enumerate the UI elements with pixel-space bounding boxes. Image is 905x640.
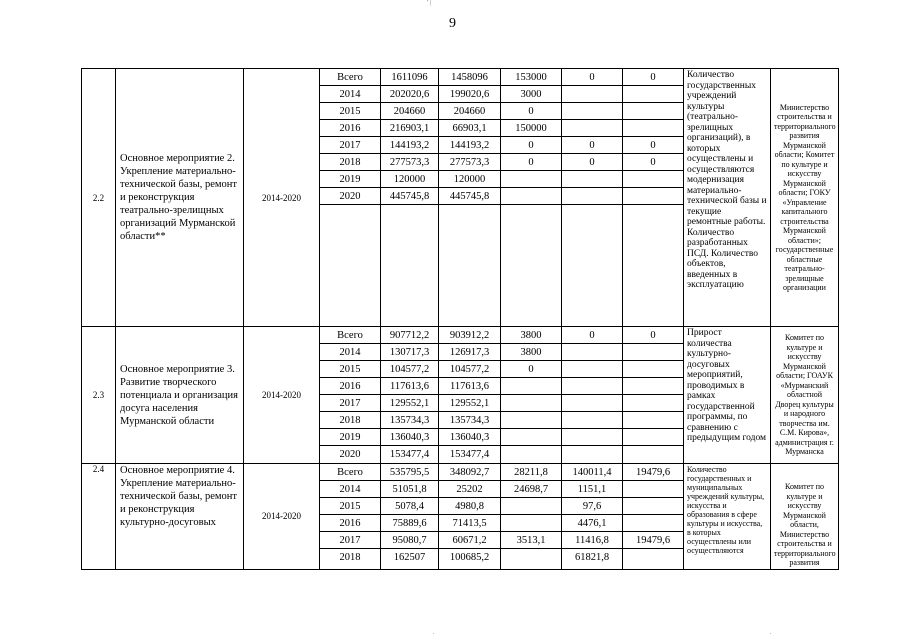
federal-budget-cell: 153000 — [501, 69, 561, 86]
regional-budget-cell: 199020,6 — [439, 86, 500, 103]
total-cell: 135734,3 — [381, 412, 438, 429]
regional-budget-cell: 60671,2 — [439, 532, 500, 549]
activity-name: Основное мероприятие 2. Укрепление материально-технической базы, ремонт и реконструкция театрально-зрелищных организаций Мурманской области** — [116, 69, 244, 327]
total-cell: 129552,1 — [381, 395, 438, 412]
total-cell: 535795,5 — [381, 464, 438, 481]
activity-name: Основное мероприятие 3. Развитие творческого потенциала и организация досуга населения Мурманской области — [116, 327, 244, 464]
regional-budget-cell: 71413,5 — [439, 515, 500, 532]
other-sources-cell — [623, 412, 683, 429]
year-cell: 2020 — [320, 188, 380, 205]
federal-budget-cell — [501, 429, 561, 446]
table-row — [82, 69, 839, 327]
local-budget-cell — [562, 361, 622, 378]
regional-budget-cell: 4980,8 — [439, 498, 500, 515]
local-budget-cell: 97,6 — [562, 498, 622, 515]
regional-budget-cell: 100685,2 — [449, 552, 490, 563]
local-budget-cell — [562, 120, 622, 137]
year-cell: 2014 — [320, 344, 380, 361]
federal-budget-cell: 0 — [501, 361, 561, 378]
period: 2014-2020 — [244, 464, 320, 570]
other-sources-cell — [623, 515, 683, 532]
federal-budget-cell — [501, 188, 561, 205]
federal-budget-cell: 0 — [501, 137, 561, 154]
regional-budget-cell: 117613,6 — [439, 378, 500, 395]
year-cell: 2018 — [320, 154, 380, 171]
federal-budget-cell: 28211,8 — [501, 464, 561, 481]
year-cell: Всего — [320, 464, 380, 481]
scan-speck: . — [770, 630, 772, 636]
federal-budget-cell — [501, 549, 561, 566]
other-sources-cell — [623, 395, 683, 412]
year-cell: 2014 — [320, 86, 380, 103]
year-cell: 2020 — [339, 449, 361, 460]
federal-budget-cell: 3800 — [501, 327, 561, 344]
total-cell: 277573,3 — [381, 154, 438, 171]
indicator-text: Количество государственных и муниципальных учреждений культуры, искусства и образования в сфере культуры и искусства, в которых осуществлены или осуществляются — [684, 464, 771, 570]
federal-budget-cell: 24698,7 — [501, 481, 561, 498]
regional-budget-cell: 136040,3 — [439, 429, 500, 446]
total-cell: 144193,2 — [381, 137, 438, 154]
regional-budget-cell: 903912,2 — [439, 327, 500, 344]
local-budget-cell — [562, 395, 622, 412]
local-budget-cell: 0 — [562, 137, 622, 154]
total-cell: 202020,6 — [381, 86, 438, 103]
other-sources-cell — [623, 361, 683, 378]
other-sources-cell — [623, 446, 683, 463]
local-budget-cell — [562, 412, 622, 429]
federal-budget-cell: 3000 — [501, 86, 561, 103]
regional-budget-cell: 126917,3 — [439, 344, 500, 361]
row-number: 2.4 — [82, 464, 116, 570]
regional-budget-cell: 153477,4 — [449, 449, 490, 460]
other-sources-cell — [623, 86, 683, 103]
total-cell: 907712,2 — [381, 327, 438, 344]
regional-budget-cell: 204660 — [439, 103, 500, 120]
other-sources-cell — [623, 188, 683, 205]
total-cell: 130717,3 — [381, 344, 438, 361]
other-sources-cell: 0 — [623, 154, 683, 171]
other-sources-cell: 19479,6 — [623, 532, 683, 549]
year-cell: 2015 — [320, 103, 380, 120]
year-cell: 2015 — [320, 498, 380, 515]
year-cell: 2017 — [320, 137, 380, 154]
regional-budget-cell: 348092,7 — [439, 464, 500, 481]
federal-budget-cell: 0 — [501, 154, 561, 171]
executor-text: Комитет по культуре и искусству Мурманской области; ГОАУК «Мурманский областной Дворец культуры и народного творчества им. С.М. Кирова», администрация г. Мурманска — [771, 327, 839, 464]
federal-budget-cell: 3513,1 — [501, 532, 561, 549]
local-budget-cell: 0 — [562, 154, 622, 171]
regional-budget-cell: 144193,2 — [439, 137, 500, 154]
regional-budget-cell: 445745,8 — [439, 188, 500, 205]
local-budget-cell — [562, 446, 622, 463]
local-budget-cell: 4476,1 — [562, 515, 622, 532]
local-budget-cell: 11416,8 — [562, 532, 622, 549]
federal-budget-cell: 3800 — [501, 344, 561, 361]
local-budget-cell: 1151,1 — [562, 481, 622, 498]
local-budget-cell — [562, 103, 622, 120]
total-cell: 136040,3 — [381, 429, 438, 446]
federal-budget-cell — [501, 171, 561, 188]
other-sources-cell — [623, 429, 683, 446]
regional-budget-cell: 135734,3 — [439, 412, 500, 429]
regional-budget-cell: 1458096 — [439, 69, 500, 86]
local-budget-cell: 61821,8 — [574, 552, 610, 563]
other-sources-cell — [623, 171, 683, 188]
year-cell: 2018 — [320, 412, 380, 429]
local-budget-cell — [562, 429, 622, 446]
other-sources-cell — [623, 498, 683, 515]
scan-speck: ' | — [427, 0, 431, 6]
total-cell: 117613,6 — [381, 378, 438, 395]
activity-name: Основное мероприятие 4. Укрепление материально-технической базы, ремонт и реконструкция культурно-досуговых — [116, 464, 244, 570]
year-cell: 2018 — [339, 552, 361, 563]
year-cell: 2019 — [320, 429, 380, 446]
year-cell: 2014 — [320, 481, 380, 498]
other-sources-cell — [623, 378, 683, 395]
local-budget-cell: 0 — [562, 327, 622, 344]
regional-budget-cell: 277573,3 — [439, 154, 500, 171]
federal-budget-cell: 150000 — [501, 120, 561, 137]
row-number: 2.3 — [82, 327, 116, 464]
federal-budget-cell — [501, 498, 561, 515]
federal-budget-cell — [501, 395, 561, 412]
regional-budget-cell: 129552,1 — [439, 395, 500, 412]
federal-budget-cell — [501, 412, 561, 429]
page-number: 9 — [449, 16, 456, 31]
federal-budget-cell — [501, 378, 561, 395]
regional-budget-cell: 25202 — [439, 481, 500, 498]
year-cell: 2016 — [320, 515, 380, 532]
total-cell: 162507 — [393, 552, 426, 563]
year-cell: 2016 — [320, 378, 380, 395]
indicator-text: Прирост количества культурно-досуговых мероприятий, проводимых в рамках государственной программы, по сравнению с предыдущим годом — [684, 327, 771, 464]
regional-budget-cell: 66903,1 — [439, 120, 500, 137]
total-cell: 204660 — [381, 103, 438, 120]
local-budget-cell — [562, 171, 622, 188]
federal-budget-cell: 0 — [501, 103, 561, 120]
federal-budget-cell — [501, 515, 561, 532]
year-cell: 2016 — [320, 120, 380, 137]
other-sources-cell: 19479,6 — [623, 464, 683, 481]
total-cell: 120000 — [381, 171, 438, 188]
year-cell: Всего — [320, 69, 380, 86]
total-cell: 153477,4 — [389, 449, 430, 460]
table-row — [82, 464, 839, 570]
year-cell: 2015 — [320, 361, 380, 378]
local-budget-cell: 0 — [562, 69, 622, 86]
year-cell: 2017 — [320, 532, 380, 549]
total-cell: 51051,8 — [381, 481, 438, 498]
other-sources-cell — [623, 481, 683, 498]
total-cell: 95080,7 — [381, 532, 438, 549]
year-cell: 2017 — [320, 395, 380, 412]
other-sources-cell — [623, 549, 683, 566]
regional-budget-cell: 120000 — [439, 171, 500, 188]
other-sources-cell — [623, 120, 683, 137]
local-budget-cell — [562, 344, 622, 361]
federal-budget-cell — [501, 446, 561, 463]
local-budget-cell — [562, 378, 622, 395]
row-number: 2.2 — [82, 69, 116, 327]
program-table — [81, 68, 839, 570]
total-cell: 445745,8 — [381, 188, 438, 205]
year-cell: 2019 — [320, 171, 380, 188]
local-budget-cell — [562, 86, 622, 103]
executor-text: Комитет по культуре и искусству Мурманской области, Министерство строительства и территориального развития — [771, 464, 839, 570]
other-sources-cell: 0 — [623, 69, 683, 86]
other-sources-cell — [623, 103, 683, 120]
local-budget-cell — [562, 188, 622, 205]
period: 2014-2020 — [244, 69, 320, 327]
total-cell: 75889,6 — [381, 515, 438, 532]
other-sources-cell: 0 — [623, 327, 683, 344]
regional-budget-cell: 104577,2 — [439, 361, 500, 378]
period: 2014-2020 — [244, 327, 320, 464]
year-cell: Всего — [320, 327, 380, 344]
executor-text: Министерство строительства и территориального развития Мурманской области; Комитет по культуре и искусству Мурманской области; ГОКУ «Управление капитального строительства Мурманской области»; государственные областные театрально-зрелищные организации — [771, 69, 839, 327]
total-cell: 1611096 — [381, 69, 438, 86]
other-sources-cell: 0 — [623, 137, 683, 154]
total-cell: 5078,4 — [381, 498, 438, 515]
indicator-text: Количество государственных учреждений культуры (театрально-зрелищных организаций), в которых осуществлены и осуществляются модернизация материально-технической базы и текущие ремонтные работы. Количество разработанных ПСД. Количество объектов, введенных в эксплуатацию — [684, 69, 771, 327]
table-row — [82, 327, 839, 464]
scan-speck: . — [433, 630, 435, 636]
local-budget-cell: 140011,4 — [562, 464, 622, 481]
total-cell: 216903,1 — [381, 120, 438, 137]
other-sources-cell — [623, 344, 683, 361]
total-cell: 104577,2 — [381, 361, 438, 378]
